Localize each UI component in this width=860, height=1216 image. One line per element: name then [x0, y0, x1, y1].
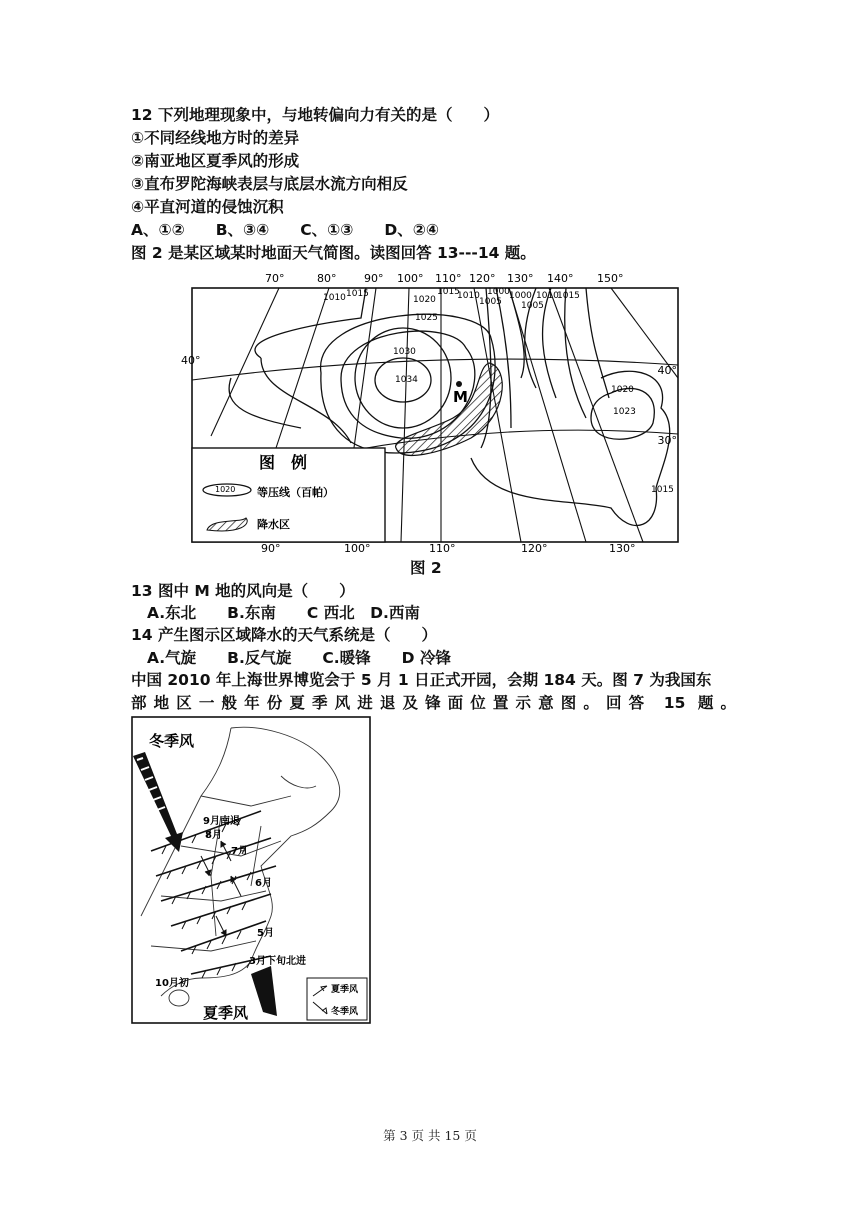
- q13-stem: 13 图中 M 地的风向是（ ）: [131, 582, 355, 600]
- q13-options: A.东北 B.东南 C 西北 D.西南: [147, 604, 420, 622]
- svg-text:100°: 100°: [397, 272, 424, 285]
- svg-text:1015: 1015: [346, 289, 369, 299]
- bottom-longitude-labels: [261, 542, 636, 555]
- svg-text:150°: 150°: [597, 272, 624, 285]
- svg-text:10月初: 10月初: [155, 978, 189, 989]
- svg-text:1000: 1000: [509, 291, 532, 301]
- legend-rain-label: 降水区: [257, 518, 290, 531]
- q14-stem: 14 产生图示区域降水的天气系统是（ ）: [131, 626, 437, 644]
- svg-text:1005: 1005: [479, 297, 502, 307]
- latitude-40-line: [192, 359, 678, 380]
- svg-text:1023: 1023: [613, 407, 636, 417]
- svg-text:120°: 120°: [521, 542, 548, 555]
- legend-winter: 冬季风: [331, 1007, 359, 1017]
- svg-text:1025: 1025: [415, 313, 438, 323]
- svg-text:130°: 130°: [609, 542, 636, 555]
- q12-item-1: ①不同经线地方时的差异: [131, 129, 300, 147]
- svg-text:80°: 80°: [317, 272, 337, 285]
- svg-text:1015: 1015: [437, 287, 460, 297]
- svg-text:1015: 1015: [651, 485, 674, 495]
- map-legend: [192, 448, 385, 542]
- m-point: [456, 381, 462, 387]
- svg-text:1030: 1030: [393, 347, 416, 357]
- svg-text:1020: 1020: [413, 295, 436, 305]
- svg-text:6月: 6月: [255, 878, 272, 889]
- q12-stem: 12 下列地理现象中，与地转偏向力有关的是（ ）: [131, 106, 499, 124]
- svg-text:3月下旬北进: 3月下旬北进: [249, 956, 306, 967]
- lat-right-40: 40°: [657, 364, 677, 377]
- svg-text:1010: 1010: [457, 291, 480, 301]
- q12-item-4: ④平直河道的侵蚀沉积: [131, 198, 284, 216]
- svg-text:1010: 1010: [323, 293, 346, 303]
- q12-item-2: ②南亚地区夏季风的形成: [131, 152, 300, 170]
- svg-text:1034: 1034: [395, 375, 418, 385]
- svg-text:110°: 110°: [435, 272, 462, 285]
- svg-text:140°: 140°: [547, 272, 574, 285]
- fig7-intro-line1: 中国 2010 年上海世界博览会于 5 月 1 日正式开园，会期 184 天。图 7 为我国东: [131, 671, 712, 689]
- svg-text:100°: 100°: [344, 542, 371, 555]
- winter-monsoon-label: 冬季风: [149, 732, 195, 750]
- svg-text:1020: 1020: [215, 485, 236, 494]
- legend-summer: 夏季风: [331, 985, 359, 995]
- svg-text:9月南退: 9月南退: [203, 816, 240, 827]
- fig2-intro: 图 2 是某区域某时地面天气简图。读图回答 13---14 题。: [131, 244, 536, 262]
- q14-options: A.气旋 B.反气旋 C.暖锋 D 冷锋: [147, 649, 451, 667]
- fig2-caption: 图 2: [410, 559, 442, 577]
- svg-text:110°: 110°: [429, 542, 456, 555]
- svg-text:90°: 90°: [364, 272, 384, 285]
- svg-text:8月: 8月: [205, 830, 222, 841]
- m-label: M: [453, 388, 468, 406]
- svg-text:5月: 5月: [257, 928, 274, 939]
- svg-text:7月: 7月: [231, 846, 248, 857]
- weather-map: [181, 268, 679, 555]
- top-longitude-labels: [265, 272, 624, 285]
- summer-monsoon-label: 夏季风: [203, 1004, 249, 1022]
- lat-right-30: 30°: [657, 434, 677, 447]
- svg-text:70°: 70°: [265, 272, 285, 285]
- svg-text:1020: 1020: [611, 385, 634, 395]
- legend-isobar-label: 等压线（百帕）: [257, 486, 334, 499]
- svg-text:1015: 1015: [557, 291, 580, 301]
- svg-text:1005: 1005: [521, 301, 544, 311]
- monsoon-legend: [307, 978, 367, 1020]
- svg-text:90°: 90°: [261, 542, 281, 555]
- fig7-intro-line2: 部地区一般年份夏季风进退及锋面位置示意图。回答 15 题。: [131, 694, 736, 712]
- monsoon-map: [131, 716, 371, 1024]
- legend-title: 图 例: [259, 453, 308, 472]
- svg-text:1000: 1000: [487, 287, 510, 297]
- page-footer: 第 3 页 共 15 页: [383, 1128, 477, 1143]
- q12-options: A、①② B、③④ C、①③ D、②④: [131, 221, 440, 239]
- lat-left-40: 40°: [181, 354, 201, 367]
- svg-text:1010: 1010: [536, 291, 559, 301]
- svg-text:120°: 120°: [469, 272, 496, 285]
- q12-item-3: ③直布罗陀海峡表层与底层水流方向相反: [131, 175, 408, 193]
- svg-text:130°: 130°: [507, 272, 534, 285]
